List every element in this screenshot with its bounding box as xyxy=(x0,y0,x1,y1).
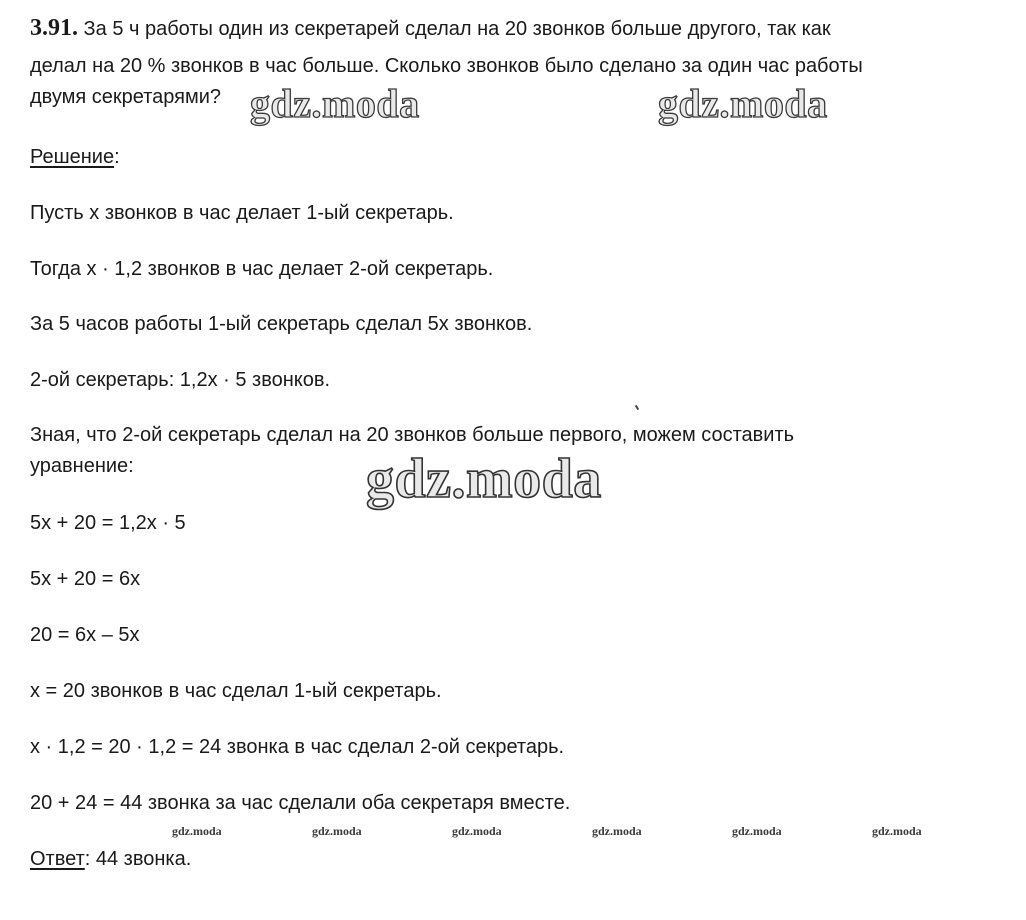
stray-mark xyxy=(635,405,639,410)
solution-heading xyxy=(30,143,120,171)
problem-line-3: двумя секретарями? xyxy=(30,86,222,108)
solution-line: Зная, что 2-ой секретарь сделал на 20 звонков больше первого, можем составить xyxy=(30,424,795,446)
solution-line: Пусть x звонков в час делает 1-ый секретарь. xyxy=(30,202,454,224)
solution-line: 20 + 24 = 44 звонка за час сделали оба секретаря вместе. xyxy=(30,792,571,814)
solution-line: x · 1,2 = 20 · 1,2 = 24 звонка в час сделал 2-ой секретарь. xyxy=(30,736,565,758)
watermark-small: gdz.moda xyxy=(172,824,222,838)
solution-line: За 5 часов работы 1-ый секретарь сделал 5x звонков. xyxy=(30,313,533,335)
equation-line: 5x + 20 = 1,2x · 5 xyxy=(30,512,186,534)
answer-value: : 44 звонка. xyxy=(84,848,192,870)
watermark-logo: gdz.moda xyxy=(366,448,602,510)
problem-line-2: делал на 20 % звонков в час больше. Сколько звонков было сделано за один час работы xyxy=(30,55,863,77)
solution-line: x = 20 звонков в час сделал 1-ый секретарь. xyxy=(30,680,442,702)
watermark-small: gdz.moda xyxy=(732,824,782,838)
answer-line xyxy=(30,845,191,873)
watermark-small: gdz.moda xyxy=(592,824,642,838)
watermark-small: gdz.moda xyxy=(312,824,362,838)
answer-label: Ответ xyxy=(30,848,85,870)
solution-line: 2-ой секретарь: 1,2x · 5 звонков. xyxy=(30,369,331,391)
watermark-logo: gdz.moda xyxy=(250,81,420,126)
equation-line: 5x + 20 = 6x xyxy=(30,568,141,590)
solution-line: Тогда x · 1,2 звонков в час делает 2-ой секретарь. xyxy=(30,258,494,280)
solution-heading-label: Решение xyxy=(30,146,115,168)
solution-line: уравнение: xyxy=(30,455,134,477)
problem-line-1 xyxy=(30,14,831,43)
watermark-small: gdz.moda xyxy=(452,824,502,838)
watermark-small: gdz.moda xyxy=(872,824,922,838)
problem-number: 3.91. xyxy=(30,15,78,41)
problem-text-1: За 5 ч работы один из секретарей сделал на 20 звонков больше другого, так как xyxy=(78,18,831,40)
equation-line: 20 = 6x – 5x xyxy=(30,624,140,646)
watermark-logo: gdz.moda xyxy=(658,81,828,126)
solution-heading-colon: : xyxy=(114,146,120,168)
